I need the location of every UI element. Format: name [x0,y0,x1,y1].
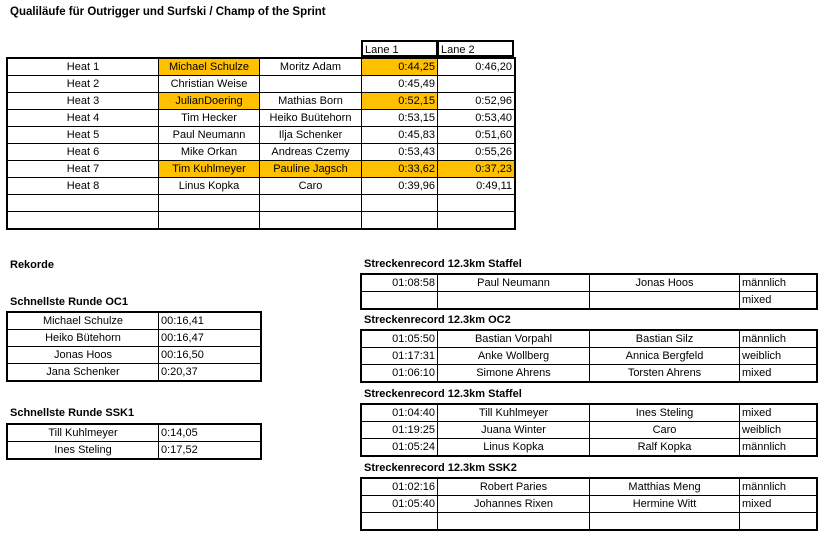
record-time-cell [362,513,438,530]
empty-cell [362,212,438,229]
lap-row [8,425,261,442]
record-time-cell [362,292,438,309]
heat-row [8,178,515,195]
empty-cell [438,212,515,229]
record-section-label: Streckenrecord 12.3km OC2 [364,314,511,326]
record-athlete-1-cell [438,513,590,530]
empty-row [8,212,515,229]
lane-1-time-cell: 0:53,43 [362,144,438,161]
lap-time-cell: 0:20,37 [159,364,261,381]
lane-1-header: Lane 1 [361,40,438,57]
lane-1-time-cell: 0:39,96 [362,178,438,195]
record-category-cell: männlich [740,439,817,456]
paddler-1-cell: Michael Schulze [159,59,260,76]
lane-2-time-cell: 0:55,26 [438,144,515,161]
lane-2-time-cell: 0:52,96 [438,93,515,110]
empty-cell [159,212,260,229]
record-category-cell: mixed [740,292,817,309]
record-athlete-2-cell [590,292,740,309]
lane-2-time-cell: 0:46,20 [438,59,515,76]
page-title: Qualiläufe für Outrigger und Surfski / Champ of the Sprint [10,6,326,18]
paddler-1-cell: JulianDoering [159,93,260,110]
record-athlete-1-cell: Juana Winter [438,422,590,439]
record-category-cell: männlich [740,331,817,348]
record-athlete-1-cell: Linus Kopka [438,439,590,456]
record-row [362,479,817,496]
record-time-cell: 01:02:16 [362,479,438,496]
lap-time-cell: 00:16,41 [159,313,261,330]
paddler-2-cell [260,76,362,93]
heat-row [8,127,515,144]
record-athlete-2-cell: Jonas Hoos [590,275,740,292]
record-category-cell: weiblich [740,422,817,439]
heat-row [8,76,515,93]
heat-name-cell: Heat 3 [8,93,159,110]
lane-2-time-cell: 0:51,60 [438,127,515,144]
record-row [362,275,817,292]
record-row [362,422,817,439]
record-row [362,365,817,382]
lane-2-header: Lane 2 [437,40,514,57]
lane-1-time-cell: 0:53,15 [362,110,438,127]
record-athlete-1-cell: Paul Neumann [438,275,590,292]
record-athlete-2-cell: Ines Steling [590,405,740,422]
heat-row [8,161,515,178]
record-athlete-1-cell: Till Kuhlmeyer [438,405,590,422]
record-athlete-1-cell [438,292,590,309]
record-athlete-1-cell: Anke Wollberg [438,348,590,365]
record-time-cell: 01:06:10 [362,365,438,382]
ssk1-label: Schnellste Runde SSK1 [10,407,135,419]
empty-cell [159,195,260,212]
record-time-cell: 01:08:58 [362,275,438,292]
athlete-name-cell: Ines Steling [8,442,159,459]
record-category-cell: mixed [740,365,817,382]
athlete-name-cell: Michael Schulze [8,313,159,330]
paddler-2-cell: Pauline Jagsch [260,161,362,178]
athlete-name-cell: Jana Schenker [8,364,159,381]
heat-name-cell: Heat 2 [8,76,159,93]
lane-1-time-cell: 0:44,25 [362,59,438,76]
record-section-label: Streckenrecord 12.3km SSK2 [364,462,517,474]
empty-cell [362,195,438,212]
lane-2-time-cell: 0:53,40 [438,110,515,127]
record-row [362,292,817,309]
lap-time-cell: 00:16,50 [159,347,261,364]
record-time-cell: 01:05:24 [362,439,438,456]
lane-1-time-cell: 0:45,83 [362,127,438,144]
empty-cell [8,195,159,212]
record-category-cell: mixed [740,405,817,422]
record-row [362,348,817,365]
record-athlete-1-cell: Simone Ahrens [438,365,590,382]
lane-1-time-cell: 0:33,62 [362,161,438,178]
record-athlete-2-cell: Torsten Ahrens [590,365,740,382]
record-row [362,496,817,513]
record-time-cell: 01:04:40 [362,405,438,422]
paddler-2-cell: Caro [260,178,362,195]
record-athlete-2-cell: Hermine Witt [590,496,740,513]
paddler-1-cell: Linus Kopka [159,178,260,195]
paddler-2-cell: Ilja Schenker [260,127,362,144]
paddler-2-cell: Mathias Born [260,93,362,110]
record-row [362,331,817,348]
record-athlete-2-cell: Annica Bergfeld [590,348,740,365]
record-time-cell: 01:17:31 [362,348,438,365]
record-time-cell: 01:05:40 [362,496,438,513]
lap-row [8,442,261,459]
record-athlete-1-cell: Robert Paries [438,479,590,496]
record-time-cell: 01:19:25 [362,422,438,439]
oc1-table [7,312,261,381]
athlete-name-cell: Heiko Bütehorn [8,330,159,347]
lane-2-time-cell [438,76,515,93]
heat-row [8,144,515,161]
record-table [361,404,817,456]
record-row [362,513,817,530]
lane-2-time-cell: 0:49,11 [438,178,515,195]
heat-row [8,59,515,76]
rekorde-label: Rekorde [10,259,55,271]
record-athlete-2-cell: Bastian Silz [590,331,740,348]
athlete-name-cell: Till Kuhlmeyer [8,425,159,442]
heat-name-cell: Heat 7 [8,161,159,178]
heats-table [7,58,515,229]
lap-row [8,364,261,381]
record-time-cell: 01:05:50 [362,331,438,348]
record-table [361,330,817,382]
paddler-2-cell: Heiko Buütehorn [260,110,362,127]
lap-row [8,330,261,347]
empty-cell [438,195,515,212]
oc1-label: Schnellste Runde OC1 [10,296,128,308]
ssk1-table [7,424,261,459]
athlete-name-cell: Jonas Hoos [8,347,159,364]
empty-cell [260,212,362,229]
record-table [361,478,817,530]
record-category-cell: männlich [740,479,817,496]
paddler-1-cell: Paul Neumann [159,127,260,144]
heat-row [8,110,515,127]
paddler-1-cell: Tim Kuhlmeyer [159,161,260,178]
record-athlete-1-cell: Bastian Vorpahl [438,331,590,348]
record-athlete-2-cell: Matthias Meng [590,479,740,496]
heat-name-cell: Heat 8 [8,178,159,195]
record-row [362,405,817,422]
paddler-1-cell: Mike Orkan [159,144,260,161]
lane-1-time-cell: 0:52,15 [362,93,438,110]
heat-name-cell: Heat 5 [8,127,159,144]
lap-row [8,347,261,364]
record-athlete-1-cell: Johannes Rixen [438,496,590,513]
paddler-2-cell: Andreas Czemy [260,144,362,161]
record-table [361,274,817,309]
record-category-cell: männlich [740,275,817,292]
empty-cell [8,212,159,229]
paddler-1-cell: Tim Hecker [159,110,260,127]
record-athlete-2-cell: Ralf Kopka [590,439,740,456]
record-section-label: Streckenrecord 12.3km Staffel [364,258,522,270]
empty-row [8,195,515,212]
lap-time-cell: 00:16,47 [159,330,261,347]
paddler-2-cell: Moritz Adam [260,59,362,76]
lap-time-cell: 0:17,52 [159,442,261,459]
heat-name-cell: Heat 6 [8,144,159,161]
record-row [362,439,817,456]
heat-name-cell: Heat 4 [8,110,159,127]
paddler-1-cell: Christian Weise [159,76,260,93]
lane-2-time-cell: 0:37,23 [438,161,515,178]
record-section-label: Streckenrecord 12.3km Staffel [364,388,522,400]
heat-name-cell: Heat 1 [8,59,159,76]
record-category-cell [740,513,817,530]
lap-time-cell: 0:14,05 [159,425,261,442]
record-athlete-2-cell: Caro [590,422,740,439]
record-category-cell: mixed [740,496,817,513]
empty-cell [260,195,362,212]
lap-row [8,313,261,330]
lane-1-time-cell: 0:45,49 [362,76,438,93]
heat-row [8,93,515,110]
record-category-cell: weiblich [740,348,817,365]
record-athlete-2-cell [590,513,740,530]
